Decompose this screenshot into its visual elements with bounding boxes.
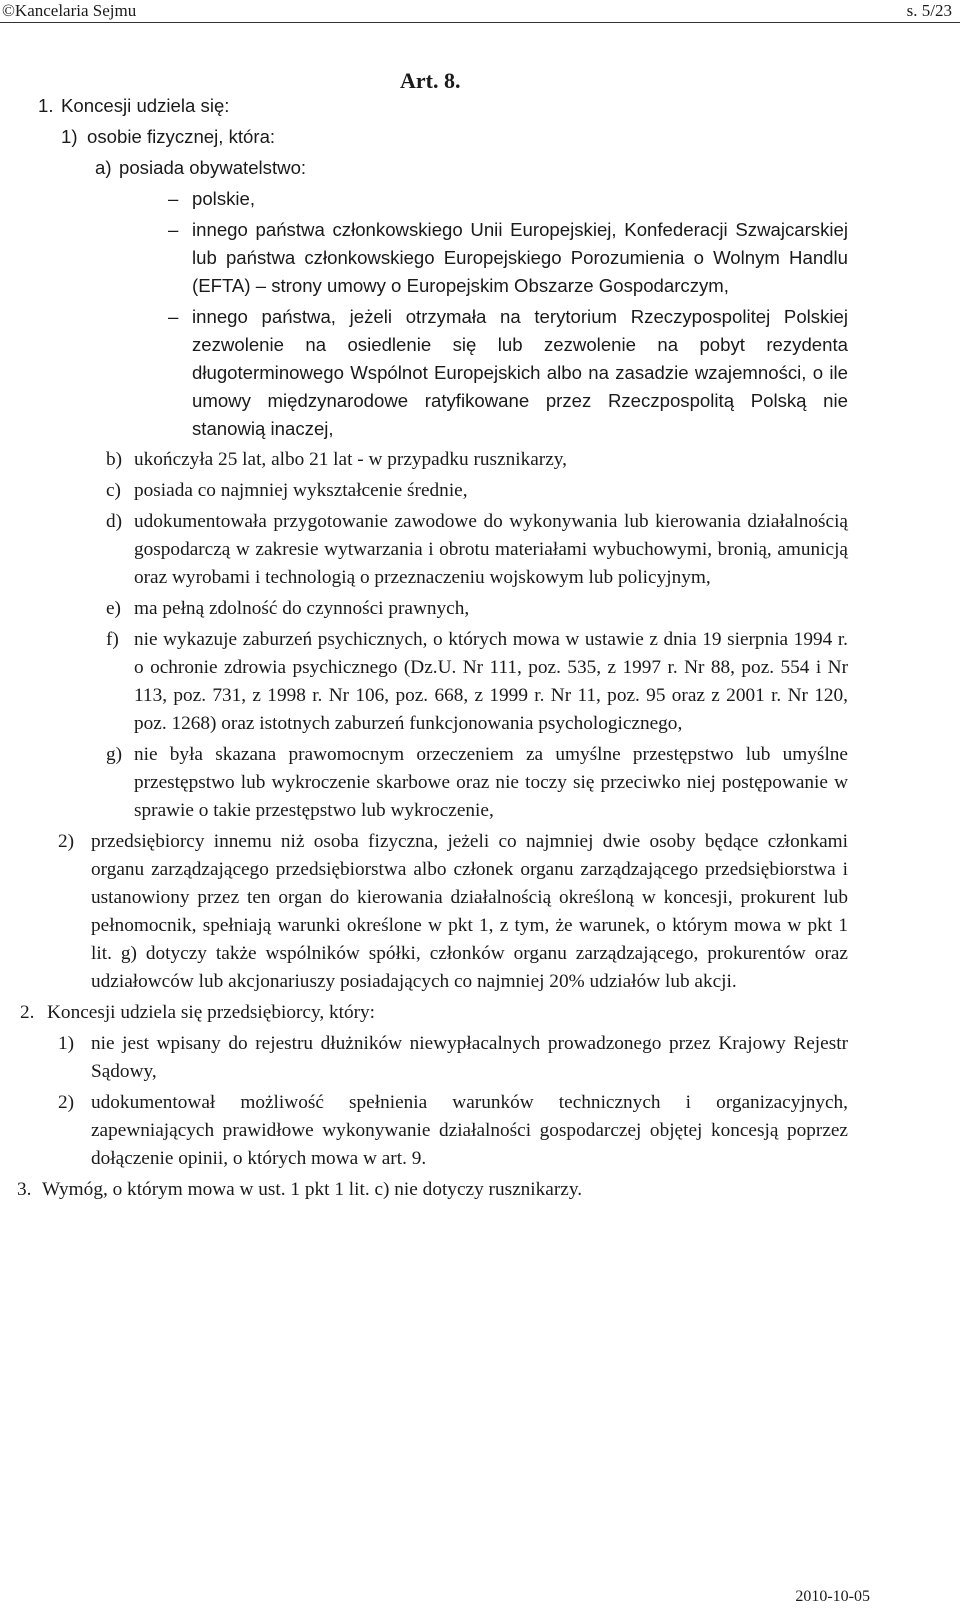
ust1-pkt1-d	[0, 508, 960, 592]
footer-date: 2010-10-05	[795, 1588, 870, 1605]
dash-2: –	[168, 219, 179, 240]
ust2-pkt2-label: 2)	[58, 1092, 75, 1113]
ust1-pkt1-a	[0, 154, 960, 182]
lit-b-text: ukończyła 25 lat, albo 21 lat - w przypadku rusznikarzy,	[134, 449, 567, 470]
ust2-pkt2-text: udokumentował możliwość spełnienia warunków technicznych i organizacyjnych, zapewniających prawidłowe wykonywanie działalności gospodarczej objętej koncesją poprzez dołączenie opinii, o których mowa w art. 9.	[91, 1092, 848, 1169]
ust1-pkt1-text: osobie fizycznej, która:	[87, 126, 276, 147]
lit-f-label: f)	[106, 629, 119, 650]
page-number: s. 5/23	[906, 1, 952, 20]
tiret-3-text: innego państwa, jeżeli otrzymała na terytorium Rzeczypospolitej Polskiej zezwolenie na osiedlenie się lub zezwolenie na pobyt rezydenta długoterminowego Wspólnot Europejskich albo na zasadzie wzajemności, o ile umowy międzynarodowe ratyfikowane przez Rzeczpospolitą Polską nie stanowią inaczej,	[192, 306, 848, 439]
ust3-label: 3.	[17, 1179, 32, 1200]
header-rule	[0, 22, 960, 23]
lit-c-label: c)	[106, 480, 121, 501]
lit-g-label: g)	[106, 744, 123, 765]
lit-e-label: e)	[106, 598, 121, 619]
ust1-pkt2-text: przedsiębiorcy innemu niż osoba fizyczna, jeżeli co najmniej dwie osoby będące członkami organu zarządzającego przedsiębiorstwa albo członek organu zarządzającego przedsiębiorstwa i ustanowiony przez ten organ do kierowania działalnością określoną w koncesji, prokurent lub pełnomocnik, spełniają warunki określone w pkt 1, z tym, że warunek, o którym mowa w pkt 1 lit. g) dotyczy także wspólników spółki, członków organu zarządzającego, prokurentów oraz udziałowców lub akcjonariuszy posiadających co najmniej 20% udziałów lub akcji.	[91, 831, 848, 992]
dash-3: –	[168, 306, 179, 327]
ust1-pkt1-e	[0, 595, 960, 623]
lit-b-label: b)	[106, 449, 123, 470]
lit-a-label: a)	[95, 157, 112, 178]
ust2-pkt1-label: 1)	[58, 1033, 75, 1054]
article-title: Art. 8.	[400, 68, 461, 93]
ust1-text: Koncesji udziela się:	[61, 95, 230, 116]
ust2-pkt2	[0, 1089, 960, 1173]
tiret-3	[0, 303, 960, 443]
tiret-1-text: polskie,	[192, 188, 256, 209]
copyright-label: ©Kancelaria Sejmu	[2, 1, 137, 20]
ust1-pkt2-label: 2)	[58, 831, 75, 852]
ust3	[0, 1176, 960, 1204]
tiret-1	[0, 185, 960, 213]
lit-d-text: udokumentowała przygotowanie zawodowe do wykonywania lub kierowania działalnością gospodarczą w zakresie wytwarzania i obrotu materiałami wybuchowymi, bronią, amunicją oraz wyrobami i technologią o przeznaczeniu wojskowym lub policyjnym,	[134, 511, 848, 588]
ust1	[0, 92, 960, 120]
ust1-pkt2	[0, 828, 960, 996]
ust1-pkt1	[0, 123, 960, 151]
ust1-label: 1.	[38, 95, 54, 116]
tiret-2-text: innego państwa członkowskiego Unii Europejskiej, Konfederacji Szwajcarskiej lub państwa członkowskiego Europejskiego Porozumienia o Wolnym Handlu (EFTA) – strony umowy o Europejskim Obszarze Gospodarczym,	[192, 219, 848, 296]
dash-1: –	[168, 188, 179, 209]
ust2-text: Koncesji udziela się przedsiębiorcy, który:	[47, 1002, 376, 1023]
ust2-label: 2.	[20, 1002, 35, 1023]
lit-g-text: nie była skazana prawomocnym orzeczeniem za umyślne przestępstwo lub umyślne przestępstwo lub wykroczenie skarbowe oraz nie toczy się przeciwko niej postępowanie w sprawie o takie przestępstwo lub wykroczenie,	[134, 744, 848, 821]
ust2	[0, 999, 960, 1027]
ust1-pkt1-g	[0, 741, 960, 825]
lit-f-text: nie wykazuje zaburzeń psychicznych, o których mowa w ustawie z dnia 19 sierpnia 1994 r. o ochronie zdrowia psychicznego (Dz.U. Nr 111, poz. 535, z 1997 r. Nr 88, poz. 554 i Nr 113, poz. 731, z 1998 r. Nr 106, poz. 668, z 1999 r. Nr 11, poz. 95 oraz z 2001 r. Nr 120, poz. 1268) oraz istotnych zaburzeń funkcjonowania psychologicznego,	[134, 629, 848, 734]
ust2-pkt1-text: nie jest wpisany do rejestru dłużników niewypłacalnych prowadzonego przez Krajowy Rejestr Sądowy,	[91, 1033, 848, 1082]
ust1-pkt1-label: 1)	[61, 126, 78, 147]
ust1-pkt1-b	[0, 446, 960, 474]
ust3-text: Wymóg, o którym mowa w ust. 1 pkt 1 lit. c) nie dotyczy rusznikarzy.	[42, 1179, 583, 1200]
ust1-pkt1-f	[0, 626, 960, 738]
tiret-2	[0, 216, 960, 300]
article-body	[0, 90, 960, 1204]
page-header	[0, 0, 960, 22]
ust2-pkt1	[0, 1030, 960, 1086]
lit-a-text: posiada obywatelstwo:	[119, 157, 307, 178]
ust1-pkt1-c	[0, 477, 960, 505]
lit-e-text: ma pełną zdolność do czynności prawnych,	[134, 598, 470, 619]
lit-d-label: d)	[106, 511, 123, 532]
lit-c-text: posiada co najmniej wykształcenie średnie,	[134, 480, 468, 501]
